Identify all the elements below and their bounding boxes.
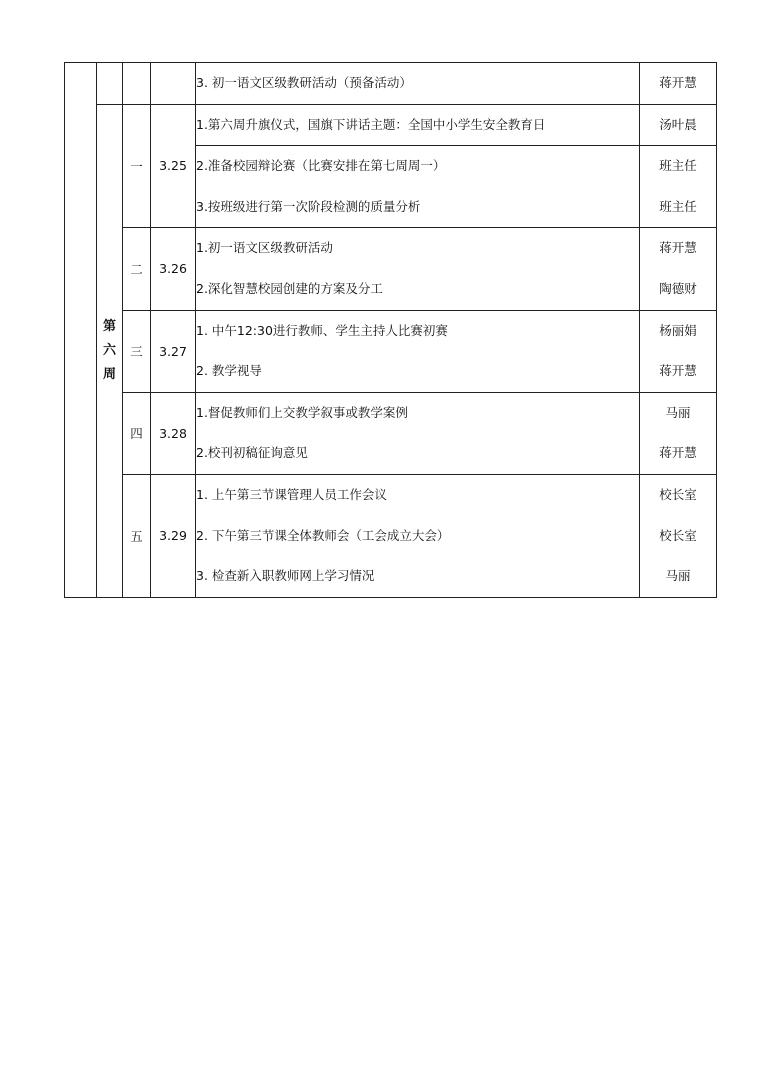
date-cell-prev: [151, 63, 196, 105]
task-cell: [196, 516, 640, 557]
task-cell: [196, 474, 640, 515]
task-cell: [196, 310, 640, 351]
task-text: 2. 教学视导: [196, 363, 262, 379]
task-text: 2. 下午第三节课全体教师会（工会成立大会）: [196, 527, 450, 543]
owner-text: 杨丽娟: [659, 322, 697, 338]
owner-cell: [640, 187, 717, 228]
table-row: [65, 392, 717, 433]
task-cell: [196, 146, 640, 187]
task-text: 1. 中午12:30进行教师、学生主持人比赛初赛: [196, 322, 448, 338]
task-cell: [196, 392, 640, 433]
table-row: [65, 104, 717, 146]
outer-cell: [65, 63, 97, 598]
task-text: 1.督促教师们上交教学叙事或教学案例: [196, 404, 408, 420]
owner-cell: [640, 392, 717, 433]
owner-text: 班主任: [659, 158, 697, 174]
week-label-cell: [97, 104, 123, 597]
task-text: 1.初一语文区级教研活动: [196, 240, 333, 256]
task-cell: [196, 269, 640, 310]
owner-text: 蒋开慧: [659, 75, 697, 90]
day-cell: 四: [123, 392, 151, 474]
date-cell: 3.29: [151, 474, 196, 597]
task-cell: [196, 63, 640, 105]
task-cell: [196, 556, 640, 597]
owner-cell: [640, 104, 717, 146]
task-cell: [196, 351, 640, 392]
day-cell: 三: [123, 310, 151, 392]
task-text: 2.准备校园辩论赛（比赛安排在第七周周一）: [196, 158, 446, 174]
task-text: 1. 上午第三节课管理人员工作会议: [196, 486, 387, 502]
owner-text: 陶德财: [659, 280, 697, 296]
owner-cell: [640, 63, 717, 105]
day-cell: 五: [123, 474, 151, 597]
owner-cell: [640, 228, 717, 269]
day-cell: 二: [123, 228, 151, 310]
owner-text: 蒋开慧: [659, 445, 697, 461]
task-cell: [196, 104, 640, 146]
owner-text: 校长室: [659, 486, 697, 502]
date-cell: 3.26: [151, 228, 196, 310]
owner-cell: [640, 474, 717, 515]
owner-cell: [640, 516, 717, 557]
day-cell: 一: [123, 104, 151, 228]
table-row: [65, 228, 717, 269]
date-cell: 3.28: [151, 392, 196, 474]
owner-cell: [640, 433, 717, 474]
task-text: 3.按班级进行第一次阶段检测的质量分析: [196, 198, 421, 214]
week-label-char: 六: [102, 342, 116, 358]
task-text: 3. 初一语文区级教研活动（预备活动）: [196, 75, 412, 90]
task-text: 3. 检查新入职教师网上学习情况: [196, 568, 375, 584]
owner-cell: [640, 556, 717, 597]
task-text: 2.校刊初稿征询意见: [196, 445, 308, 461]
owner-cell: [640, 310, 717, 351]
week-label-char: 第: [102, 318, 116, 334]
week-label-char: 周: [102, 366, 116, 382]
owner-cell: [640, 146, 717, 187]
date-cell: 3.27: [151, 310, 196, 392]
date-cell: 3.25: [151, 104, 196, 228]
owner-text: 马丽: [665, 404, 691, 420]
owner-text: 蒋开慧: [659, 363, 697, 379]
owner-cell: [640, 351, 717, 392]
task-cell: [196, 433, 640, 474]
owner-text: 校长室: [659, 527, 697, 543]
owner-text: 蒋开慧: [659, 240, 697, 256]
owner-cell: [640, 269, 717, 310]
task-text: 1.第六周升旗仪式，国旗下讲话主题：全国中小学生安全教育日: [196, 116, 546, 132]
table-row: [65, 63, 717, 105]
task-text: 2.深化智慧校园创建的方案及分工: [196, 280, 383, 296]
task-cell: [196, 228, 640, 269]
owner-text: 汤叶晨: [659, 116, 697, 132]
task-cell: [196, 187, 640, 228]
schedule-table: [64, 62, 717, 598]
week-cell-prev: [97, 63, 123, 105]
table-row: [65, 310, 717, 351]
day-cell-prev: [123, 63, 151, 105]
owner-text: 马丽: [665, 568, 691, 584]
owner-text: 班主任: [659, 198, 697, 214]
table-row: [65, 474, 717, 515]
